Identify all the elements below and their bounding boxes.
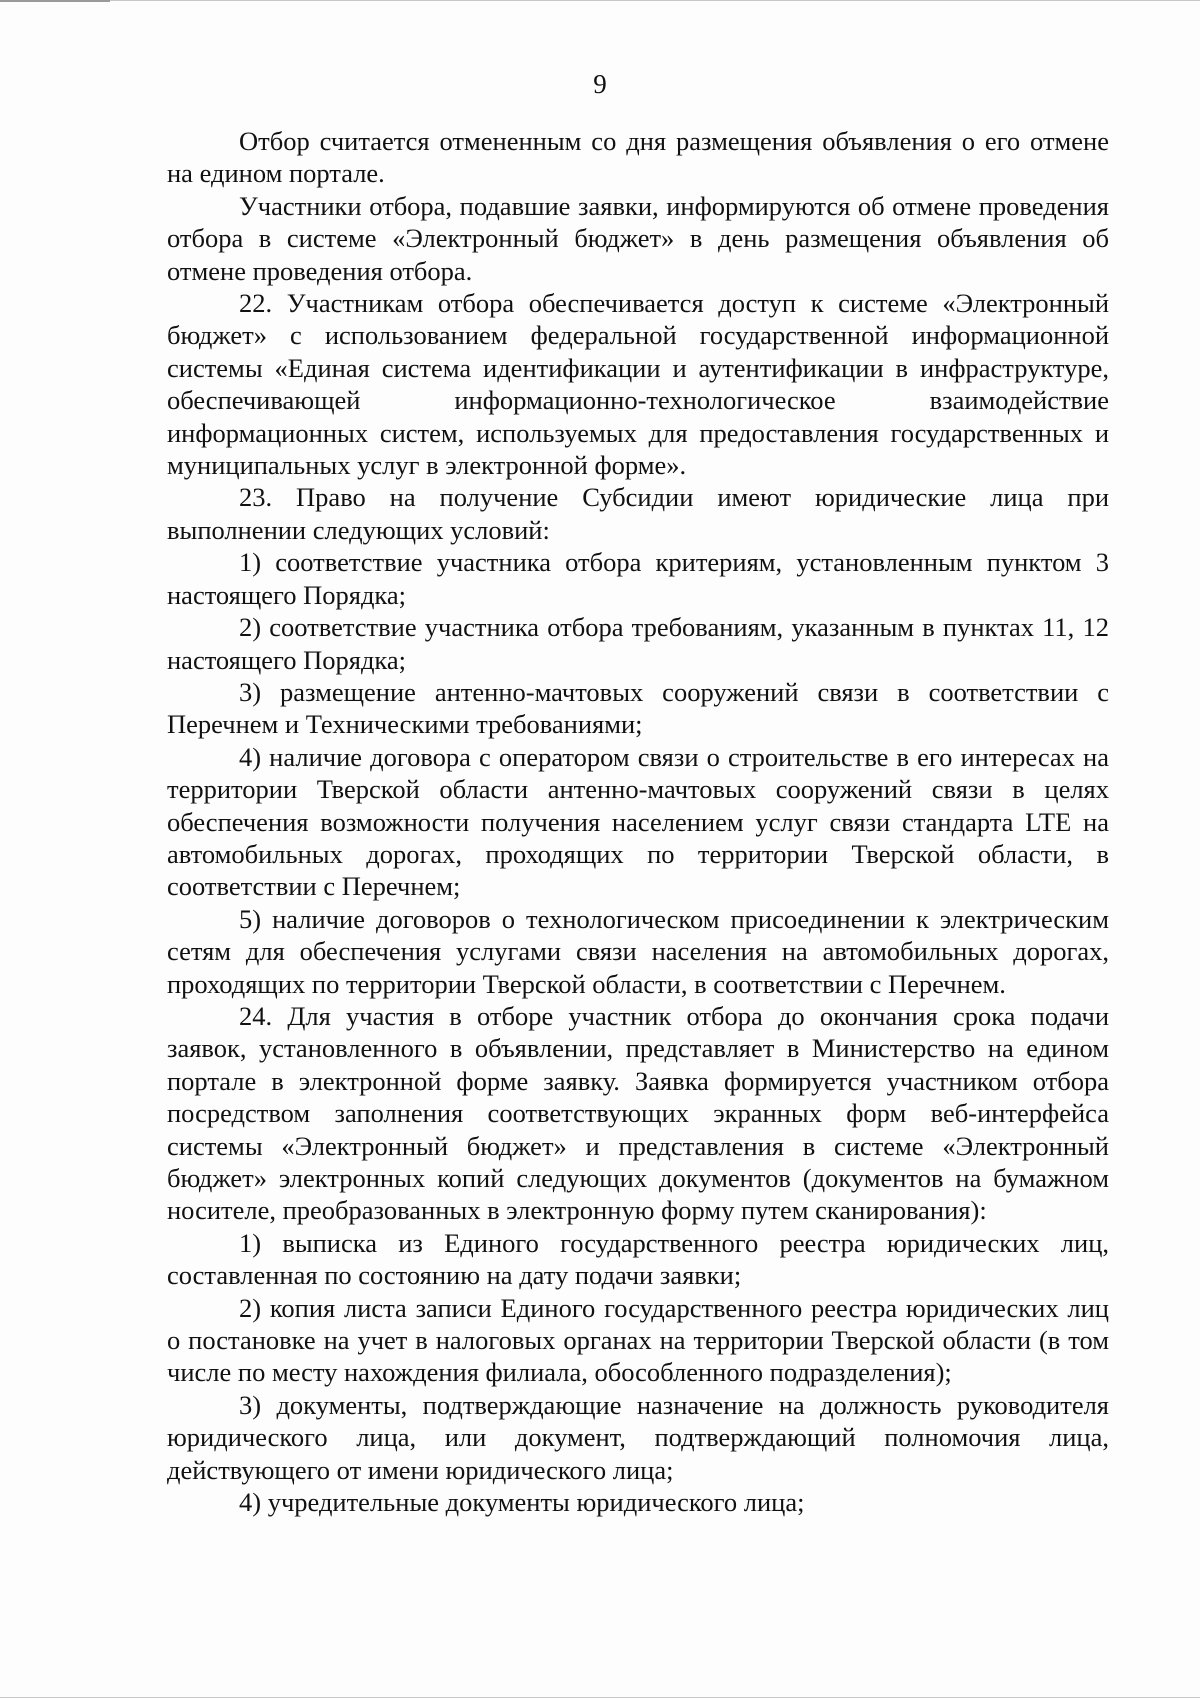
document-3-authority: 3) документы, подтверждающие назначение на должность руководителя юридического лица, или документ, подтверждающий полномочия лица, действующего от имени юридического лица; bbox=[167, 1389, 1109, 1485]
paragraph-24-application: 24. Для участия в отборе участник отбора до окончания срока подачи заявок, установленного в объявлении, представляет в Министерство на едином портале в электронной форме заявку. Заявка формируется участником отбора посредством заполнения соответствующих экранных форм веб-интерфейса системы «Электронный бюджет» и представления в системе «Электронный бюджет» электронных копий следующих документов (документов на бумажном носителе, преобразованных в электронную форму путем сканирования): bbox=[167, 1000, 1109, 1226]
condition-1-criteria: 1) соответствие участника отбора критериям, установленным пунктом 3 настоящего Порядка; bbox=[167, 547, 1109, 610]
document-1-egrul-extract: 1) выписка из Единого государственного реестра юридических лиц, составленная по состоянию на дату подачи заявки; bbox=[167, 1227, 1109, 1291]
page-number: 9 bbox=[593, 69, 607, 99]
condition-5-grid-connection: 5) наличие договоров о технологическом присоединении к электрическим сетям для обеспечения услугами связи населения на автомобильных дорогах, проходящих по территории Тверской области, в соответствии с Перечнем. bbox=[167, 903, 1109, 999]
condition-3-placement: 3) размещение антенно-мачтовых сооружений связи в соответствии с Перечнем и Техническими требованиями; bbox=[167, 676, 1109, 740]
document-4-founding-documents: 4) учредительные документы юридического лица; bbox=[239, 1487, 805, 1518]
document-2-tax-registration: 2) копия листа записи Единого государственного реестра юридических лиц о постановке на учет в налоговых органах на территории Тверской области (в том числе по месту нахождения филиала, обособленного подразделения); bbox=[167, 1292, 1109, 1388]
paragraph-23-right-to-subsidy: 23. Право на получение Субсидии имеют юридические лица при выполнении следующих условий: bbox=[167, 482, 1109, 545]
scan-corner-mark bbox=[0, 0, 110, 2]
paragraph-selection-cancelled: Отбор считается отмененным со дня размещения объявления о его отмене на едином портале. bbox=[167, 126, 1109, 189]
paragraph-22-access: 22. Участникам отбора обеспечивается доступ к системе «Электронный бюджет» с использованием федеральной государственной информационной системы «Единая система идентификации и аутентификации в инфраструктуре, обеспечивающей информационно-технологическое взаимодействие информационных систем, используемых для предоставления государственных и муниципальных услуг в электронной форме». bbox=[167, 288, 1109, 481]
scan-top-edge bbox=[0, 0, 1200, 1]
condition-2-requirements: 2) соответствие участника отбора требованиям, указанным в пунктах 11, 12 настоящего Порядка; bbox=[167, 612, 1109, 675]
paragraph-participants-informed: Участники отбора, подавшие заявки, информируются об отмене проведения отбора в системе «Электронный бюджет» в день размещения объявления об отмене проведения отбора. bbox=[167, 190, 1109, 286]
condition-4-operator-contract: 4) наличие договора с оператором связи о строительстве в его интересах на территории Тверской области антенно-мачтовых сооружений связи в целях обеспечения возможности получения населением услуг связи стандарта LTE на автомобильных дорогах, проходящих по территории Тверской области, в соответствии с Перечнем; bbox=[167, 741, 1109, 902]
document-body bbox=[167, 125, 1109, 1518]
